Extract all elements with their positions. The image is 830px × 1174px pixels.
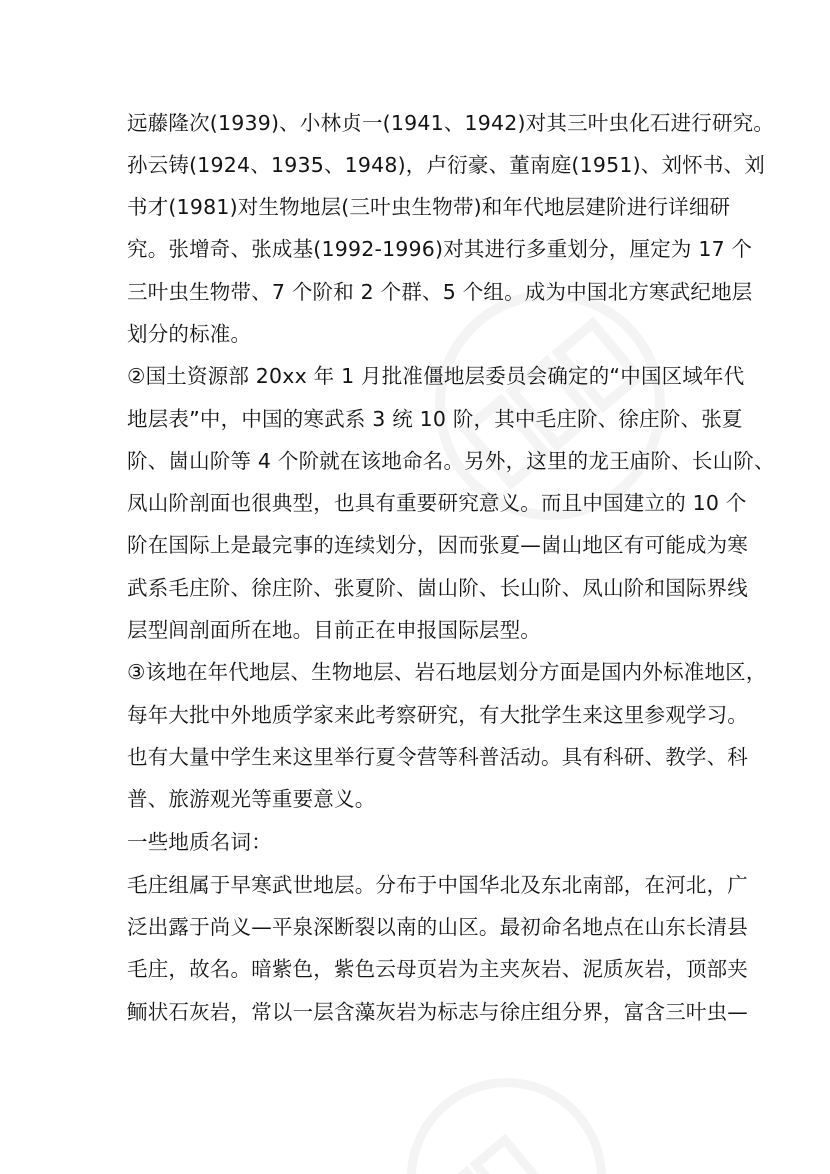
text-line: 三叶虫生物带、7 个阶和 2 个群、5 个组。成为中国北方寒武纪地层 bbox=[127, 280, 753, 304]
text-line: 也有大量中学生来这里举行夏令营等科普活动。具有科研、教学、科 bbox=[127, 745, 748, 769]
text-line: 孙云铸(1924、1935、1948)，卢衍豪、董南庭(1951)、刘怀书、刘 bbox=[127, 153, 765, 177]
text-line: 远藤隆次(1939)、小林贞一(1941、1942)对其三叶虫化石进行研究。 bbox=[127, 111, 775, 135]
text-line: 凤山阶剖面也很典型，也具有重要研究意义。而且中国建立的 10 个 bbox=[127, 491, 747, 515]
text-line: 鲕状石灰岩，常以一层含藻灰岩为标志与徐庄组分界，富含三叶虫— bbox=[127, 1000, 748, 1024]
text-line: ③该地在年代地层、生物地层、岩石地层划分方面是国内外标准地区， bbox=[127, 660, 767, 684]
text-line: 阶在国际上是最完事的连续划分，因而张夏—崮山地区有可能成为寒 bbox=[127, 533, 748, 557]
text-line: 地层表”中，中国的寒武系 3 统 10 阶，其中毛庄阶、徐庄阶、张夏 bbox=[127, 407, 743, 431]
text-line: 究。张增奇、张成基(1992-1996)对其进行多重划分，厘定为 17 个 bbox=[127, 237, 753, 261]
section-heading: 一些地质名词： bbox=[127, 830, 272, 854]
text-line: 毛庄，故名。暗紫色，紫色云母页岩为主夹灰岩、泥质灰岩，顶部夹 bbox=[127, 957, 748, 981]
text-line: ②国土资源部 20xx 年 1 月批准僵地层委员会确定的“中国区域年代 bbox=[127, 364, 745, 388]
text-line: 每年大批中外地质学家来此考察研究，有大批学生来这里参观学习。 bbox=[127, 703, 748, 727]
text-line: 普、旅游观光等重要意义。 bbox=[127, 787, 376, 811]
text-line: 毛庄组属于早寒武世地层。分布于中国华北及东北南部，在河北，广 bbox=[127, 873, 748, 897]
watermark-logo-bottom bbox=[375, 1050, 625, 1174]
text-line: 划分的标准。 bbox=[127, 322, 252, 346]
text-line: 层型闾剖面所在地。目前正在申报国际层型。 bbox=[127, 618, 541, 642]
text-line: 书才(1981)对生物地层(三叶虫生物带)和年代地层建阶进行详细研 bbox=[127, 195, 731, 219]
text-line: 阶、崮山阶等 4 个阶就在该地命名。另外，这里的龙王庙阶、长山阶、 bbox=[127, 449, 775, 473]
text-line: 泛出露于尚义—平泉深断裂以南的山区。最初命名地点在山东长清县 bbox=[127, 915, 748, 939]
text-line: 武系毛庄阶、徐庄阶、张夏阶、崮山阶、长山阶、凤山阶和国际界线 bbox=[127, 576, 748, 600]
